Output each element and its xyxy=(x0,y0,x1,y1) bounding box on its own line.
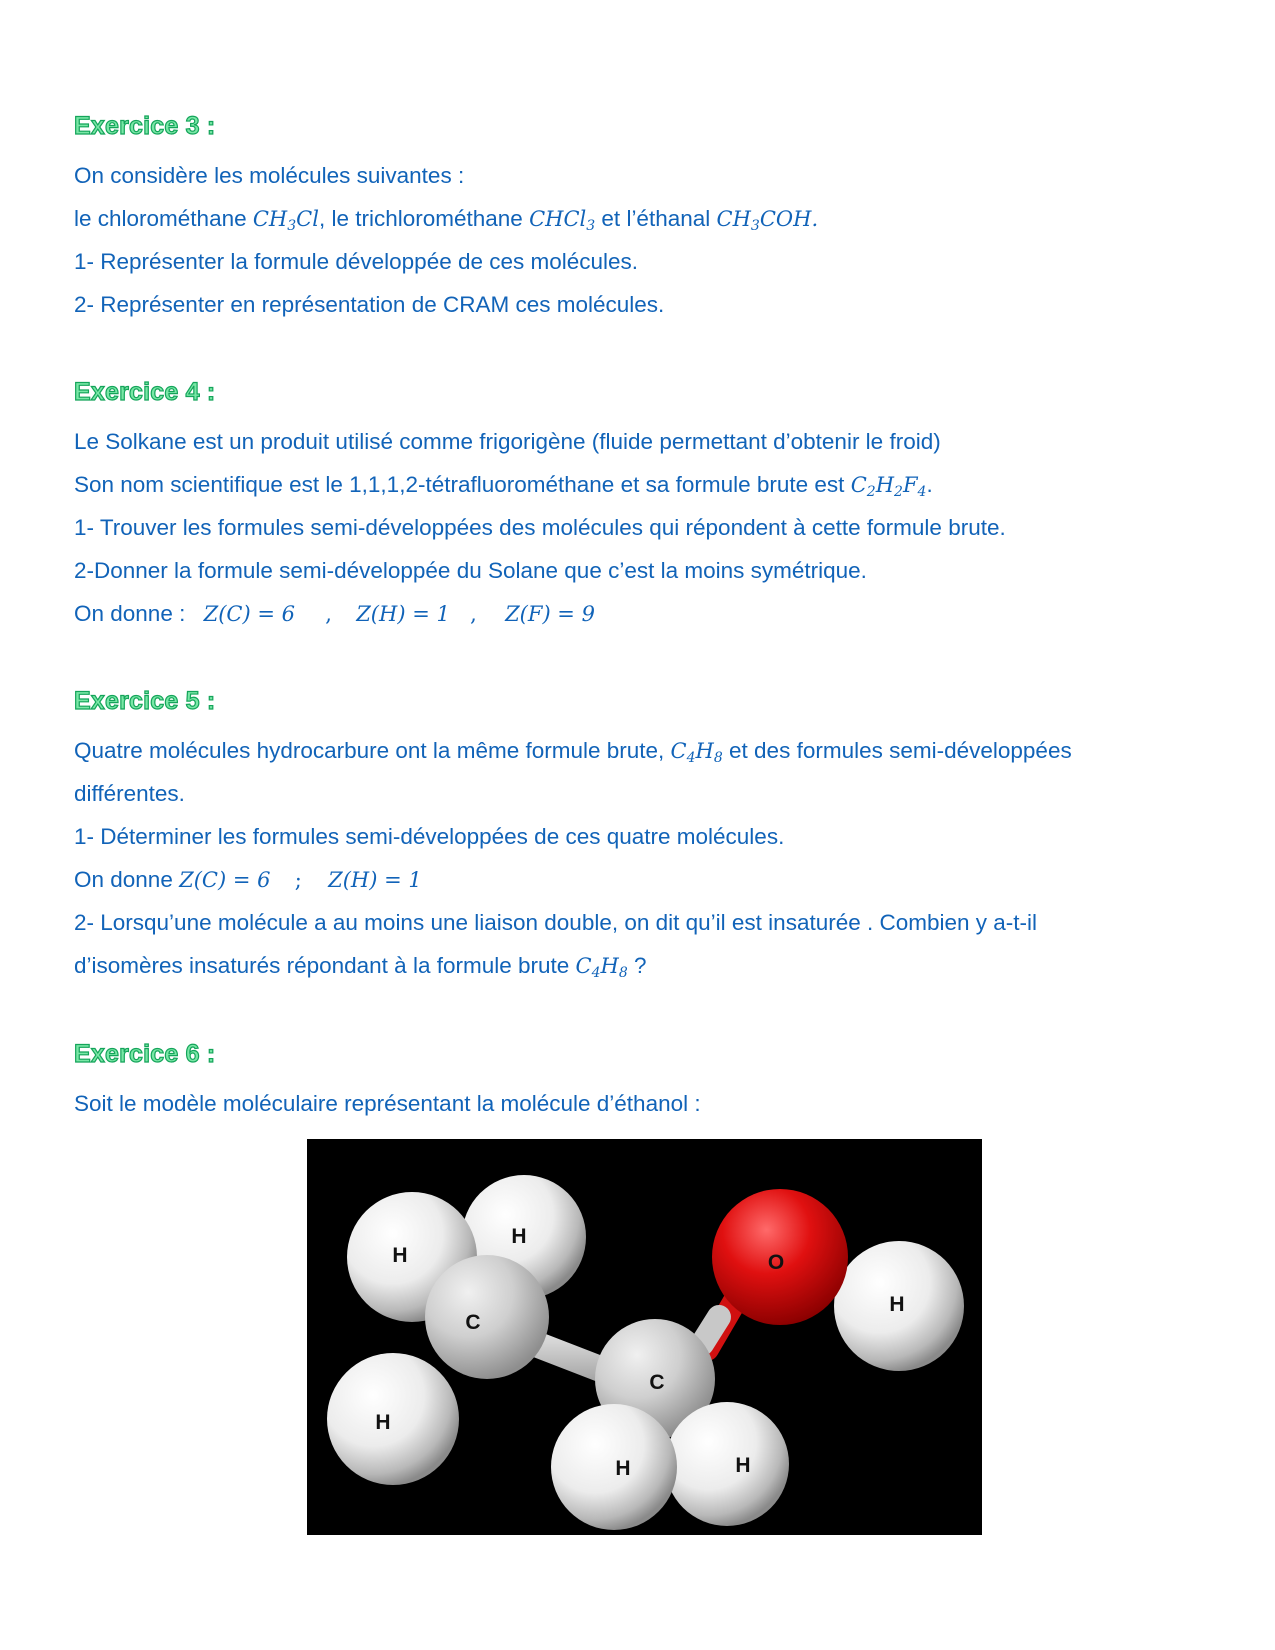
exercise-3-question-2: 2- Représenter en représentation de CRAM ces molécules. xyxy=(74,292,665,317)
label-h1: H xyxy=(392,1244,408,1267)
exercise-4-line-2: Son nom scientifique est le 1,1,1,2-tétrafluorométhane et sa formule brute est $C_2H_2F_4$. xyxy=(74,472,933,500)
given-z-carbon-5: Z(C) = 6 xyxy=(179,868,271,892)
exercise-3-intro: On considère les molécules suivantes : xyxy=(74,163,465,188)
exercise-5-given-data: On donne Z(C) = 6 ; Z(H) = 1 xyxy=(74,867,422,892)
text-ethanal: et l’éthanal xyxy=(595,206,717,231)
given-z-carbon: Z(C) = 6 xyxy=(203,602,295,626)
exercise-4-question-2: 2-Donner la formule semi-développée du Solane que c’est la moins symétrique. xyxy=(74,558,867,583)
carbon-atom-1 xyxy=(425,1255,549,1379)
exercise-6-title: Exercice 6 : xyxy=(74,1040,216,1068)
hydrogen-atom-bottom-left xyxy=(551,1404,677,1530)
exercise-5-question-2a: 2- Lorsqu’une molécule a au moins une liaison double, on dit qu’il est insaturée . Combien y a-t-il xyxy=(74,910,1038,935)
exercise-5-title: Exercice 5 : xyxy=(74,687,216,715)
label-h3: H xyxy=(375,1411,391,1434)
text-chloromethane: le chlorométhane xyxy=(74,206,253,231)
label-h2: H xyxy=(511,1225,527,1248)
label-o: O xyxy=(767,1251,785,1274)
given-z-hydrogen-5: Z(H) = 1 xyxy=(328,868,422,892)
exercise-5-line-2: différentes. xyxy=(74,781,185,806)
label-h4: H xyxy=(615,1457,631,1480)
exercise-5-question-1: 1- Déterminer les formules semi-développées de ces quatre molécules. xyxy=(74,824,785,849)
exercise-4-given-data: On donne : Z(C) = 6 , Z(H) = 1 , Z(F) = 9 xyxy=(74,601,595,626)
label-c1: C xyxy=(465,1311,481,1334)
given-z-hydrogen: Z(H) = 1 xyxy=(356,602,450,626)
formula-chloromethane: $CH_3Cl$ xyxy=(252,207,319,234)
label-c2: C xyxy=(649,1371,665,1394)
formula-c4h8: $C_4H_8$ xyxy=(670,739,723,766)
formula-ethanal: $CH_3COH$ xyxy=(716,207,812,234)
exercise-4-title: Exercice 4 : xyxy=(74,378,216,406)
label-h5: H xyxy=(735,1454,751,1477)
formula-c4h8-2: $C_4H_8$ xyxy=(575,954,628,981)
exercise-3-molecules-line: le chlorométhane $CH_3Cl$, le trichlorométhane CHCl$_3$ et l’éthanal $CH_3COH$. xyxy=(74,206,819,234)
exercise-4-question-1: 1- Trouver les formules semi-développées des molécules qui répondent à cette formule brute. xyxy=(74,515,1006,540)
given-z-fluorine: Z(F) = 9 xyxy=(505,602,595,626)
formula-solkane: $C_2H_2F_4$ xyxy=(850,473,927,500)
hydrogen-atom-left-bottom xyxy=(327,1353,459,1485)
label-h6: H xyxy=(889,1293,905,1316)
hydrogen-atom-bottom-right xyxy=(665,1402,789,1526)
exercise-6-line-1: Soit le modèle moléculaire représentant la molécule d’éthanol : xyxy=(74,1091,701,1116)
exercise-4-line-1: Le Solkane est un produit utilisé comme frigorigène (fluide permettant d’obtenir le froid) xyxy=(74,429,941,454)
exercise-5-line-1: Quatre molécules hydrocarbure ont la même formule brute, $C_4H_8$ et des formules semi-développées xyxy=(74,738,1072,766)
formula-trichloromethane: CHCl$_3$ xyxy=(529,207,596,234)
exercise-3-title: Exercice 3 : xyxy=(74,112,216,140)
ethanol-model-svg xyxy=(307,1139,982,1535)
exercise-5-question-2b: d’isomères insaturés répondant à la formule brute $C_4H_8$ ? xyxy=(74,953,647,981)
text-trichloromethane: , le trichlorométhane xyxy=(318,206,530,231)
ethanol-molecular-model xyxy=(307,1139,982,1535)
exercise-3-question-1: 1- Représenter la formule développée de ces molécules. xyxy=(74,249,639,274)
